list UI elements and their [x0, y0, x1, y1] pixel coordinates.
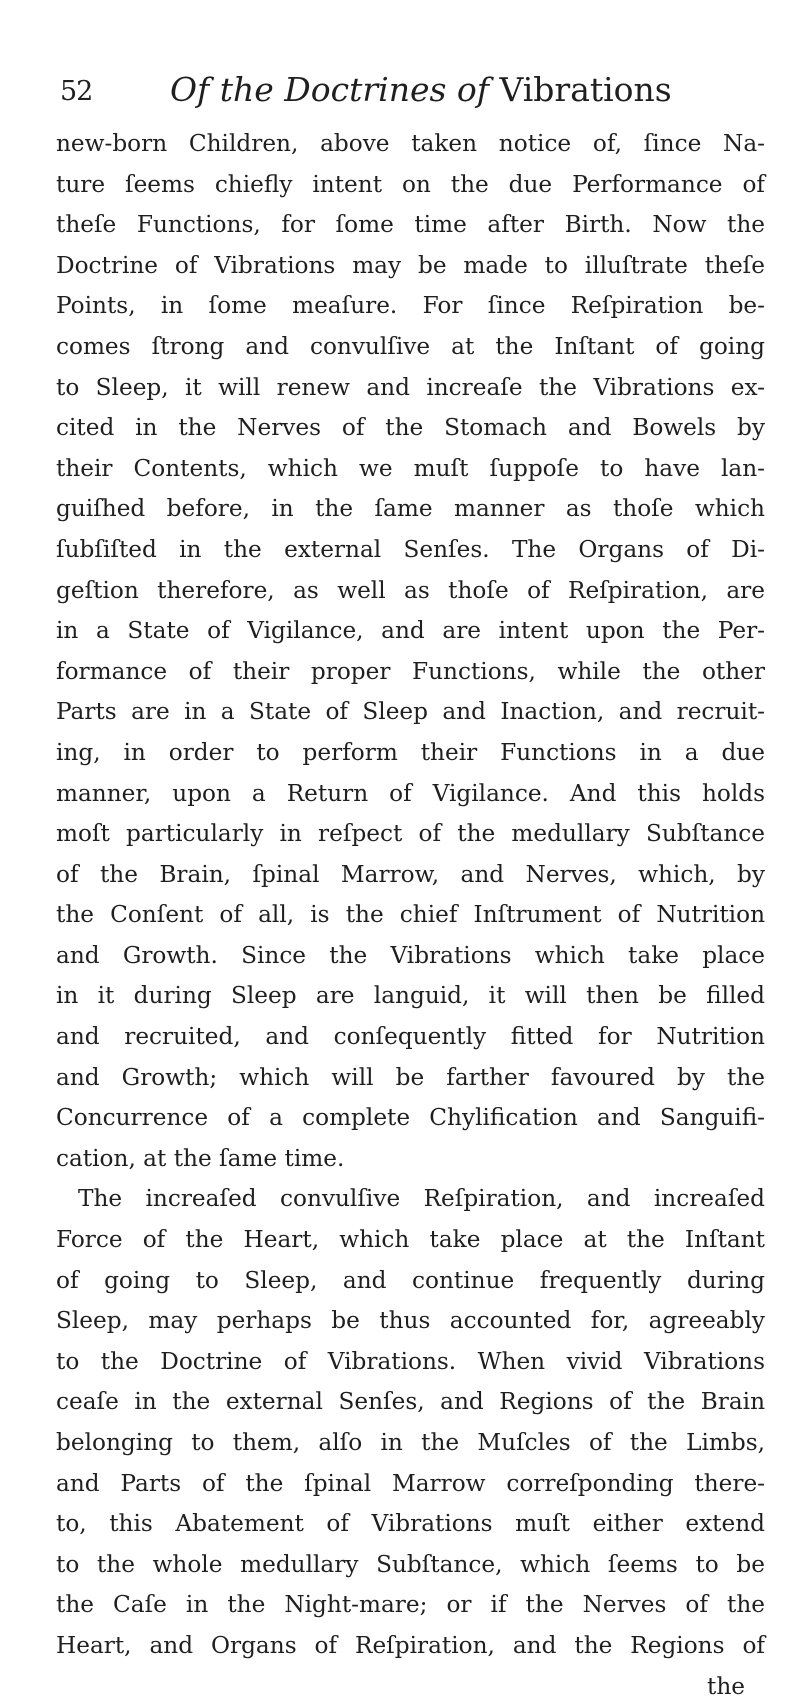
text-line: in a State of Vigilance, and are intent upon the Per-	[56, 617, 765, 645]
text-line: Sleep, may perhaps be thus accounted for, agreeably	[56, 1307, 765, 1335]
text-line: comes ſtrong and convulſive at the Inſtant of going	[56, 332, 765, 360]
body-text	[56, 124, 765, 1707]
text-line: formance of their proper Functions, while the other	[56, 657, 765, 685]
text-line: of going to Sleep, and continue frequently during	[56, 1266, 765, 1294]
running-head-roman: Vibrations	[499, 70, 672, 109]
text-line: geſtion therefore, as well as thoſe of Reſpiration, are	[56, 576, 765, 604]
text-line: manner, upon a Return of Vigilance. And this holds	[56, 779, 765, 807]
text-line: their Contents, which we muſt ſuppoſe to have lan-	[56, 454, 765, 482]
text-line: theſe Functions, for ſome time after Birth. Now the	[56, 211, 765, 239]
running-head-italic: Of the Doctrines of	[170, 70, 489, 109]
text-line: the Caſe in the Night-mare; or if the Nerves of the	[56, 1591, 765, 1619]
text-line: to, this Abatement of Vibrations muſt either extend	[56, 1510, 765, 1538]
page-header	[60, 70, 760, 114]
text-line: the Conſent of all, is the chief Inſtrument of Nutrition	[56, 901, 765, 929]
page-number: 52	[60, 76, 93, 107]
text-line: Doctrine of Vibrations may be made to illuſtrate theſe	[56, 251, 765, 279]
text-line: to Sleep, it will renew and increaſe the Vibrations ex-	[56, 373, 765, 401]
text-line: and Parts of the ſpinal Marrow correſponding there-	[56, 1469, 765, 1497]
text-line: belonging to them, alſo in the Muſcles of the Limbs,	[56, 1429, 765, 1456]
running-head	[170, 70, 672, 109]
text-line: ing, in order to perform their Functions in a due	[56, 738, 765, 766]
text-line: and recruited, and conſequently fitted for Nutrition	[56, 1023, 765, 1051]
text-line: and Growth; which will be farther favoured by the	[56, 1063, 765, 1091]
text-line: in it during Sleep are languid, it will then be filled	[56, 982, 765, 1010]
catchword: the	[707, 1672, 745, 1700]
text-line: guiſhed before, in the ſame manner as thoſe which	[56, 495, 765, 523]
text-line: ſubſiſted in the external Senſes. The Organs of Di-	[56, 535, 765, 563]
text-line: Parts are in a State of Sleep and Inaction, and recruit-	[56, 698, 765, 726]
text-line: and Growth. Since the Vibrations which take place	[56, 941, 765, 969]
text-line: moſt particularly in reſpect of the medullary Subſtance	[56, 820, 765, 848]
text-line: Force of the Heart, which take place at the Inſtant	[56, 1226, 765, 1254]
text-line: Concurrence of a complete Chylification and Sanguifi-	[56, 1104, 765, 1132]
text-line: cation, at the ſame time.	[56, 1144, 345, 1172]
text-line: to the whole medullary Subſtance, which ſeems to be	[56, 1550, 765, 1578]
text-line: cited in the Nerves of the Stomach and Bowels by	[56, 414, 765, 442]
text-line: ceaſe in the external Senſes, and Regions of the Brain	[56, 1388, 765, 1416]
text-line: Points, in ſome meaſure. For ſince Reſpiration be-	[56, 292, 765, 320]
text-line: The increaſed convulſive Reſpiration, and increaſed	[78, 1185, 765, 1213]
text-line: Heart, and Organs of Reſpiration, and the Regions of	[56, 1631, 765, 1659]
text-line: ture ſeems chiefly intent on the due Performance of	[56, 170, 765, 198]
text-line: to the Doctrine of Vibrations. When vivid Vibrations	[56, 1347, 765, 1375]
text-line: of the Brain, ſpinal Marrow, and Nerves, which, by	[56, 860, 765, 888]
text-line: new-born Children, above taken notice of, ſince Na-	[56, 130, 765, 157]
